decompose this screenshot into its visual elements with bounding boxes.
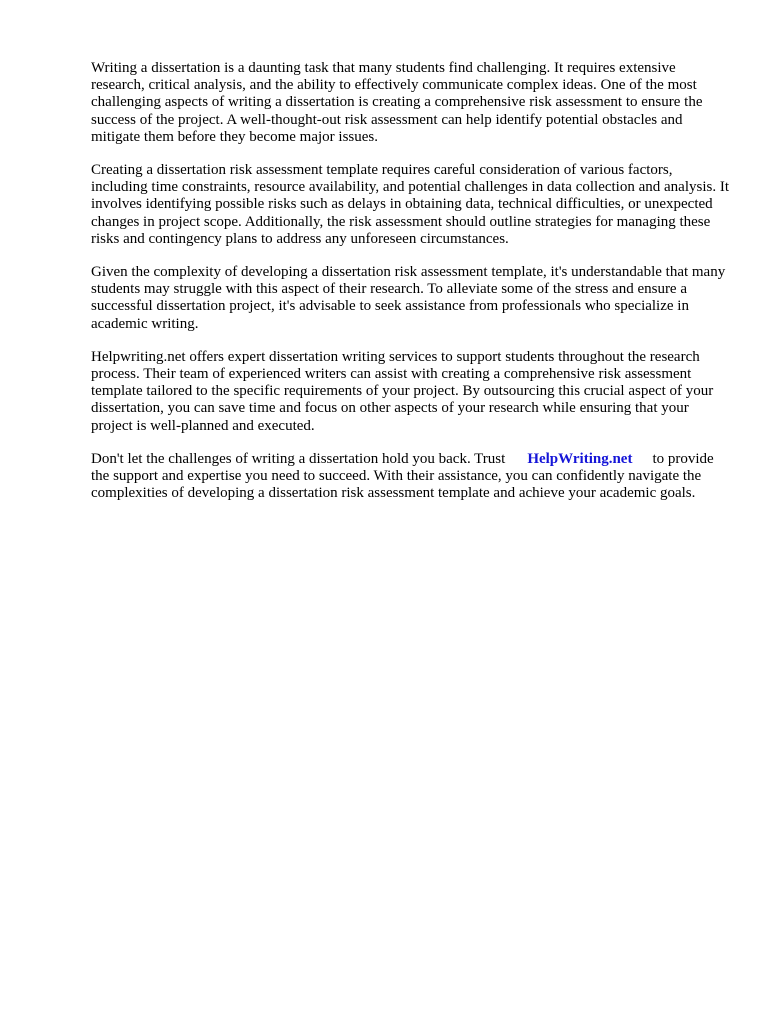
paragraph-intro: Writing a dissertation is a daunting task that many students find challenging. It requires extensive research, critical analysis, and the ability to effectively communicate complex ideas. One of the most challenging aspects of writing a dissertation is creating a comprehensive risk assessment to ensure the success of the project. A well-thought-out risk assessment can help identify potential obstacles and mitigate them before they become major issues. bbox=[91, 60, 703, 145]
cta-text-before-link: Don't let the challenges of writing a dissertation hold you back. Trust bbox=[91, 450, 506, 467]
paragraph-template-factors: Creating a dissertation risk assessment template requires careful consideration of various factors, including time constraints, resource availability, and potential challenges in data collection and analysis. It involves identifying possible risks such as delays in obtaining data, technical difficulties, or unexpected changes in project scope. Additionally, the risk assessment should outline strategies for managing these risks and contingency plans to address any unforeseen circumstances. bbox=[91, 162, 729, 247]
cta-text-after-link: to provide the support and expertise you need to succeed. With their assistance, you can confidently navigate the complexities of developing a dissertation risk assessment template and achieve your academic goals. bbox=[91, 450, 714, 502]
helpwriting-link[interactable]: HelpWriting.net bbox=[527, 450, 633, 467]
paragraph-complexity: Given the complexity of developing a dissertation risk assessment template, it's understandable that many students may struggle with this aspect of their research. To alleviate some of the stress and ensure a successful dissertation project, it's advisable to seek assistance from professionals who specialize in academic writing. bbox=[91, 264, 726, 332]
paragraph-helpwriting-services: Helpwriting.net offers expert dissertation writing services to support students throughout the research process. Their team of experienced writers can assist with creating a comprehensive risk assessment template tailored to the specific requirements of your project. By outsourcing this crucial aspect of your dissertation, you can save time and focus on other aspects of your research while ensuring that your project is well-planned and executed. bbox=[91, 348, 714, 434]
paragraph-call-to-action bbox=[91, 451, 731, 503]
